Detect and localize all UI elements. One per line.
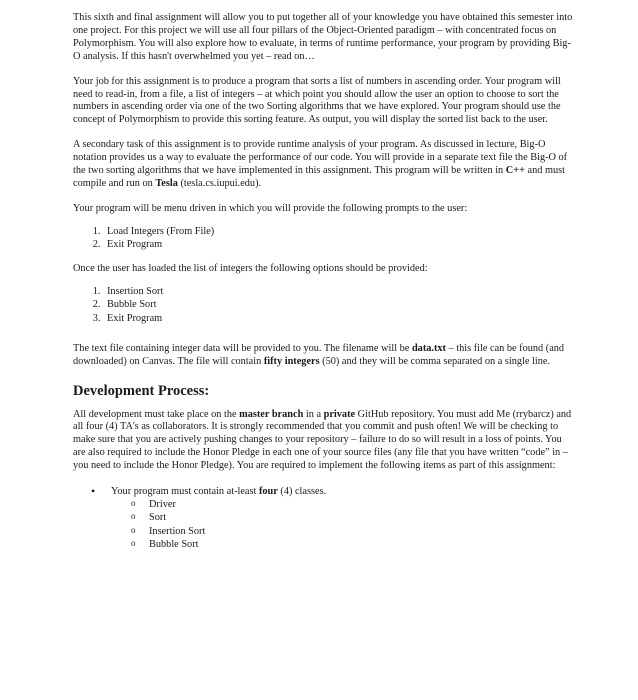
option-item: 1. Insertion Sort xyxy=(103,285,573,298)
job-paragraph: Your job for this assignment is to produce a program that sorts a list of numbers in ascending order. Your program will need to read-in, from a file, a list of integers – at which point you should allow the user an option to choose to sort the numbers in ascending order via one of the two Sorting algorithms that we have explored. Your program should use the concept of Polymorphism to provide this sorting feature. As output, you will display the sorted list back to the user. xyxy=(73,75,561,126)
datafile-text-c: (50) and they will be comma separated on a single line. xyxy=(319,355,551,367)
document-page xyxy=(73,12,573,551)
options-intro: Once the user has loaded the list of integers the following options should be provided: xyxy=(73,263,428,275)
language-name: C++ xyxy=(505,165,525,177)
menu-list xyxy=(73,225,573,251)
server-name: Tesla xyxy=(155,177,178,189)
class-item: o Driver xyxy=(149,498,573,511)
menu-item: 1. Load Integers (From File) xyxy=(103,225,573,238)
requirement-item xyxy=(111,485,573,551)
master-branch: master branch xyxy=(239,408,304,420)
req-text-a: Your program must contain at-least xyxy=(111,486,259,498)
req-text-b: (4) classes. xyxy=(277,486,327,498)
class-item: o Bubble Sort xyxy=(149,538,573,551)
classes-list xyxy=(111,498,573,551)
options-list xyxy=(73,285,573,325)
private-repo: private xyxy=(323,408,356,420)
secondary-text-c: (tesla.cs.iupui.edu). xyxy=(177,177,262,189)
class-count: four xyxy=(258,486,278,498)
secondary-paragraph xyxy=(73,139,573,191)
option-item: 2. Bubble Sort xyxy=(103,298,573,311)
secondary-text-a: A secondary task of this assignment is to provide runtime analysis of your program. As discussed in lecture, Big-O notation provides us a way to evaluate the performance of our code. You will provide in a separate text file the Big-O of the two sorting algorithms that we have implemented in this assignment. This program will be written in xyxy=(73,139,568,177)
development-paragraph xyxy=(73,409,573,474)
integer-count: fifty integers xyxy=(263,355,320,367)
intro-paragraph: This sixth and final assignment will allow you to put together all of your knowledge you have obtained this semester into one project. For this project we will use all four pillars of the Object-Oriented paradigm – with concentrated focus on Polymorphism. You will also explore how to evaluate, in terms of runtime performance, your program by providing Big-O analysis. If this hasn't overwhelmed you yet – read on… xyxy=(73,12,573,62)
requirements-list xyxy=(73,485,573,551)
class-item: o Sort xyxy=(149,511,573,524)
menu-intro: Your program will be menu driven in which you will provide the following prompts to the user: xyxy=(73,202,468,214)
datafile-paragraph xyxy=(73,343,573,369)
class-item: o Insertion Sort xyxy=(149,525,573,538)
dev-text-b: in a xyxy=(303,408,324,420)
datafile-text-a: The text file containing integer data will be provided to you. The filename will be xyxy=(73,342,412,354)
menu-item: 2. Exit Program xyxy=(103,238,573,251)
option-item: 3. Exit Program xyxy=(103,312,573,325)
development-heading: Development Process: xyxy=(73,382,210,399)
datafile-text-b: – this file can be found (and downloaded) on Canvas. The file will contain xyxy=(73,342,565,367)
dev-text-a: All development must take place on the xyxy=(73,408,240,420)
secondary-text-b: and must compile and run on xyxy=(73,165,565,189)
dev-text-c: GitHub repository. You must add Me (rrybarcz) and all four (4) TA's as collaborators. It is strongly recommended that you commit and push often! We will be checking to make sure that you are actively pushing changes to your repository – failure to do so will result in a loss of points. You are also required to include the Honor Pledge in each one of your source files (any file that you have written “code” in – you need to include the Honor Pledge). You are required to implement the following items as part of this assignment: xyxy=(73,408,572,472)
data-filename: data.txt xyxy=(411,342,446,354)
